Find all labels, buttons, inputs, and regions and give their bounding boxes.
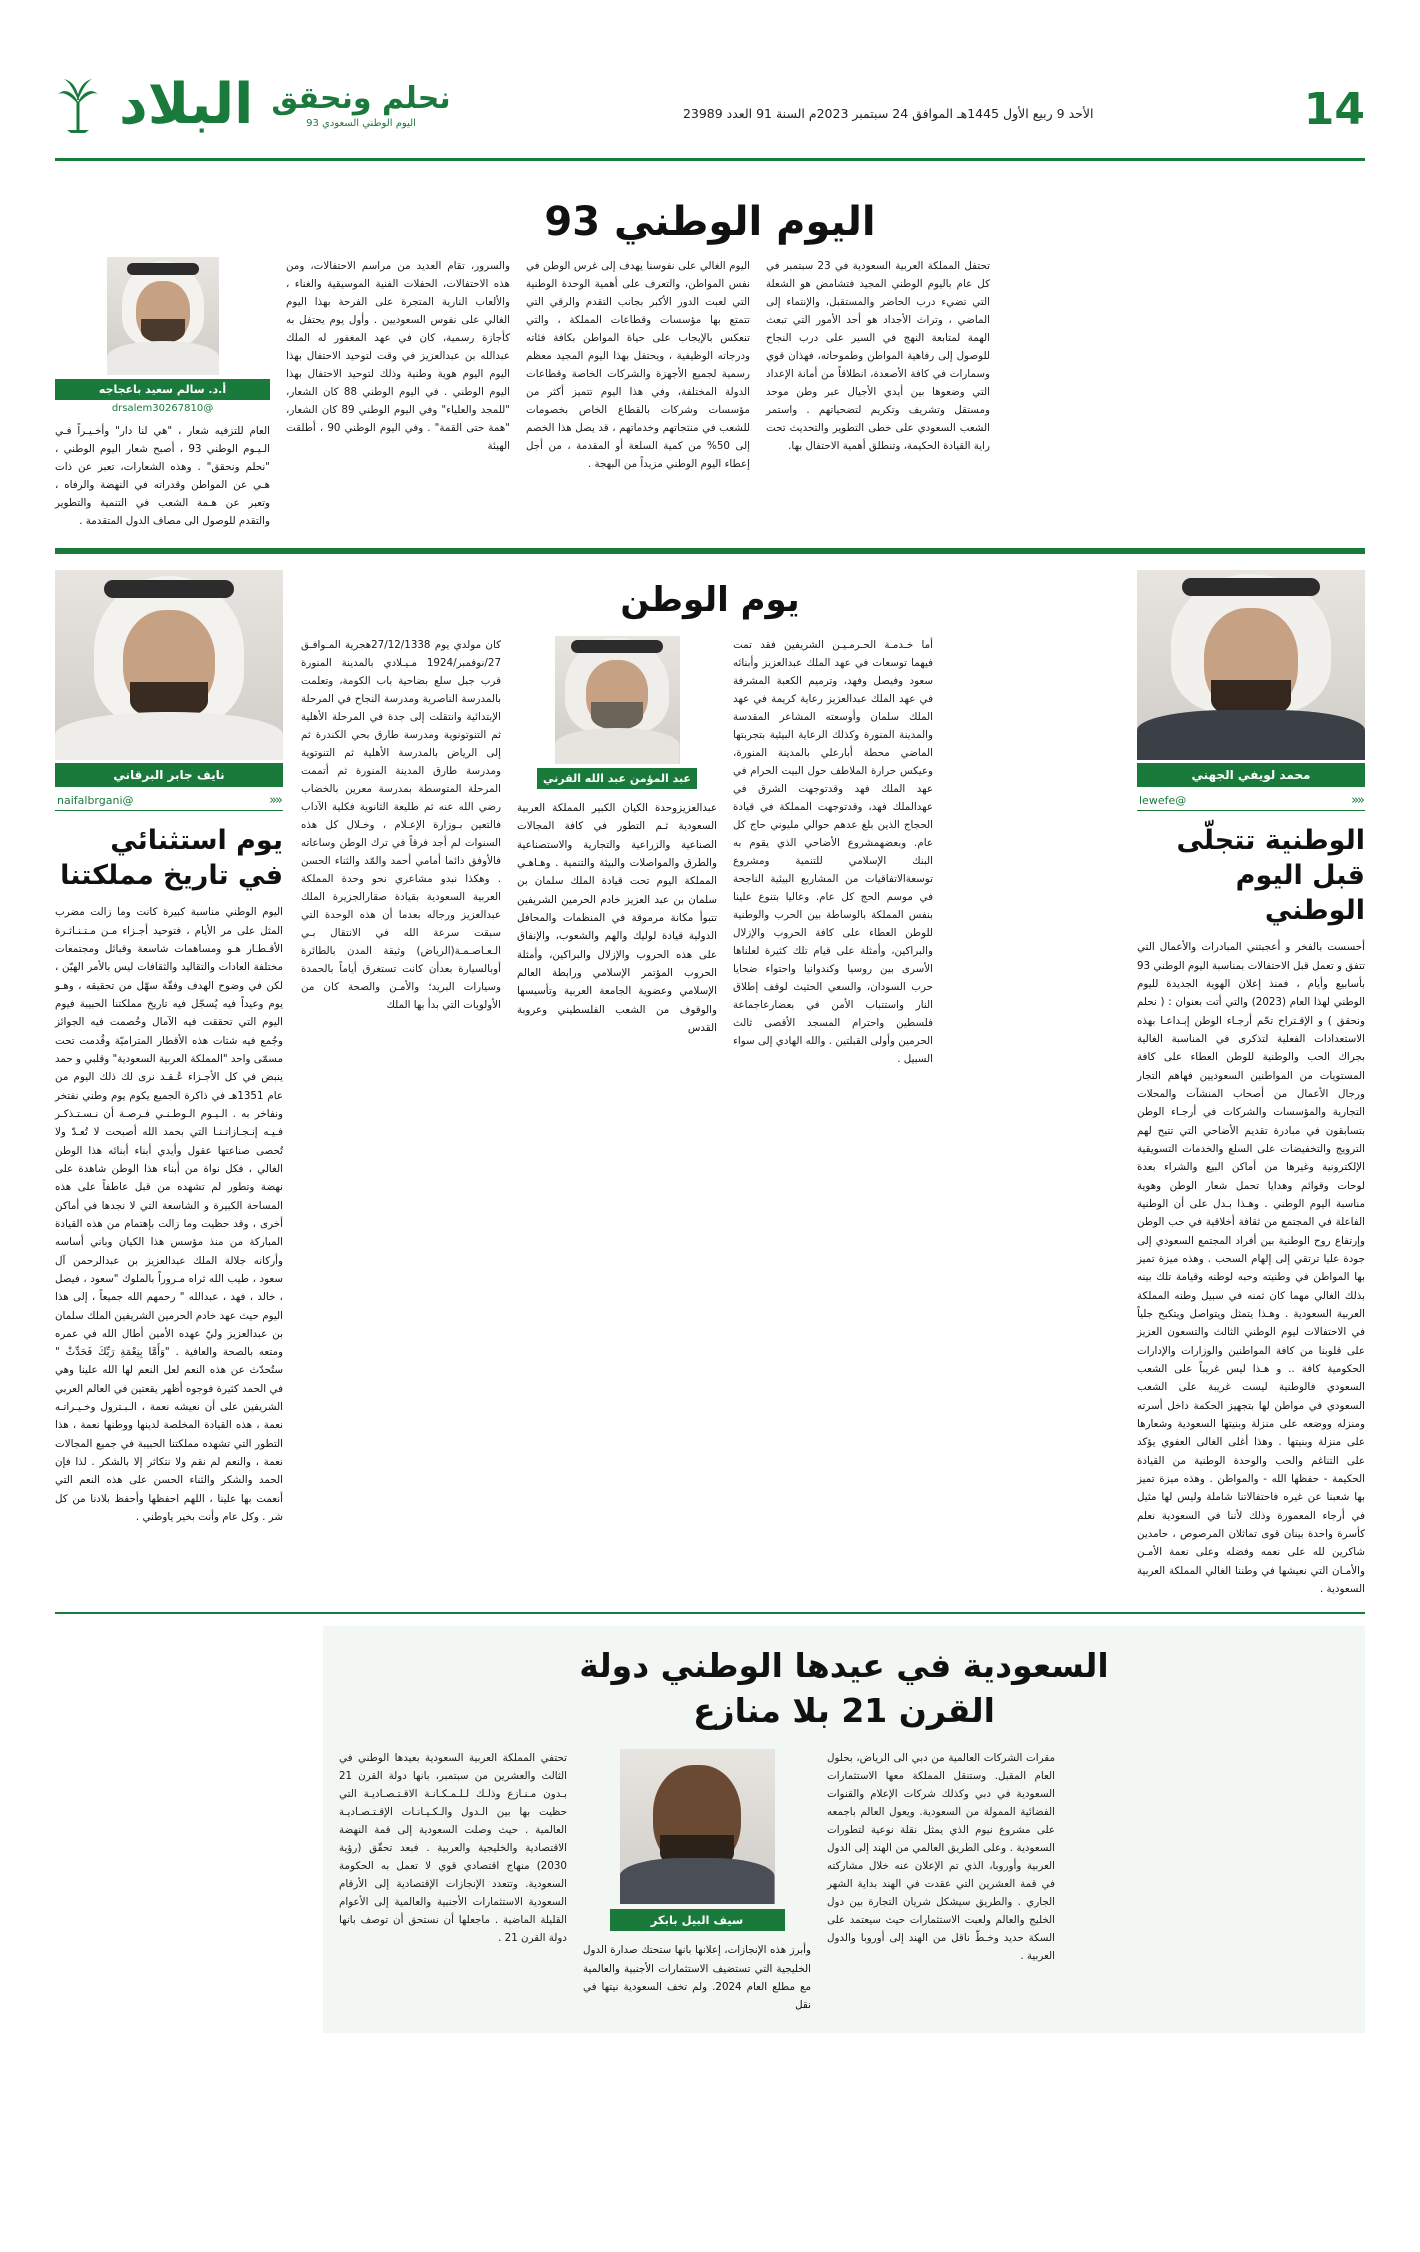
author-handle-row (55, 787, 283, 811)
section2-main (301, 570, 1119, 1598)
national-day-sublabel: اليوم الوطني السعودي 93 (306, 117, 416, 129)
article-headline: الوطنية تتجلّى قبل اليوم الوطني (1176, 825, 1365, 927)
section3-title: السعودية في عيدها الوطني دولة القرن 21 بلا منازع (579, 1646, 1109, 1730)
article-body: اليوم الوطني مناسبة كبيرة كانت وما زالت مضرب المثل على مر الأيام ، فتوحيد أجـزاء مـن مـتـنـاثـرة الأقـطـار هـو ومساهمات شاسعة وقبائل ومجتمعات مختلفة العادات والتقاليد والثقافات ليس بالأمر الهيّن ، لكن في وضوح الهدف وفقّة سهّل من تحقيقه ، وهـو يوم وعيداً فيه يُسجّل فيه تاريخ مملكتنا الحبيبة فيوم اليوم التي تحققت فيه الآمال وخُصمت فيه الجوائز وجُمع فيه شتات هذه الأقطار المتراميّة وقُدمت تحت مسمّى واحد "المملكة العربية السعودية" وقلبي و حمد ينبض في كل الأجـزاء عُـقـد نرى لك ذلك اليوم من عام 1351هـ في ذاكرة الجميع يكوم يوم وطني نفتخر ونفاخر به . الـيـوم الـوطـنـي فـرصـة أن نـسـتـذكـر فـيـه إنـجـازاتـنـا التي بحمد الله أصبحت لا تُعـدّ ولا تُحصى صناعتها عقول وأيدي أبناء أبنائه هذا الوطن الغالي ، فكل نواة من أبناء هذا الوطن شاهدة على نهضة وتطور لم تشهده من قبل عاطفاً على هذه المساحة الكبيرة و الشاسعة التي لا نجدها في أماكن أخرى ، وقد حظيت وما زالت بإهتمام من هذه القيادة المباركة من منذ مؤسس هذا الكيان وباني أساسه وأركانه جلالة الملك عبدالعزيز بن عبدالرحمن آل سعود ، طيب الله ثراه مـروراً بالملوك "سعود ، فيصل ، خالد ، فهد ، عبدالله " رحمهم الله جميعاً ، إلى هذا اليوم حيث عهد خادم الحرمين الشريفين الملك سلمان بن عبدالعزيز وليّ عهده الأمين أطال الله في عمره ومتعه بالصحة والعافية . "وَأَمَّا بِنِعْمَةِ رَبِّكَ فَحَدِّثْ " ستُحدّث عن هذه النعم لعل النعم لها الله علينا وهي في الحمد كثيرة فوجوه أظهر يقعتين في العالم العربي الشريفين على أن نعيشه نعمة ، الـبـترول وخـيـراتـه نعمة ، هذه القيادة المخلصة لدينها ووطنها نعمة ، هذا التطور التي تشهده مملكتنا الحبيبة في جميع المجالات نعمة ، والنعم لم نقم ولا نتكاثر إلا بالشكر . لذا فإن الحمد والشكر والثناء الحسن على هذه النعم التي أنعمت بها علينا ، اللهم احفظها وأحفظ بلادنا من كل شر . وكل عام وأنت بخير ياوطني . (54, 906, 283, 1524)
section3-column-2: وأبرز هذه الإنجازات، إعلانها بانها ستحتك صدارة الدول الخليجية التي تستضيف الاستثمارات الأجنبية والعالمية مع مطلع العام 2024. ولم تخف السعودية نيتها في نقل (583, 1944, 811, 2012)
national-day-logo (271, 82, 450, 129)
chevron-left-icon: «« (269, 793, 281, 809)
section3-columns (339, 1749, 1349, 2014)
section3-panel (323, 1626, 1365, 2032)
section3-spacer-right (55, 1626, 305, 2032)
section-national-day-93 (55, 161, 1365, 530)
newspaper-logo: البلاد (119, 72, 254, 137)
masthead (0, 0, 1420, 150)
section2-title: يوم الوطن (620, 580, 800, 621)
author-handle-row (1137, 787, 1365, 811)
author-handle[interactable]: @naifalbrgani (57, 794, 134, 808)
masthead-logo-group (55, 72, 473, 137)
issue-date-line: الأحد 9 ربيع الأول 1445هـ الموافق 24 سبتمبر 2023م السنة 91 العدد 23989 (682, 105, 1094, 121)
author-name: محمد لويفي الجهني (1137, 763, 1365, 787)
article-headline: يوم استثنائي في تاريخ مملكتنا (60, 825, 283, 892)
section2-column-2: أما خـدمـة الحـرمـيـن الشريفين فقد تمت فيهما توسعات في عهد الملك عبدالعزيز وأبنائه سعود وفيصل وفهد، وترميم الكعبة المشرفة في عهد الملك عبدالعزيز رعاية كريمة في عهد الملك سلمان وأوسعته المشاعر المقدسة والمدينة المنورة وكذلك الرعاية البيئية بتجربتها الماضي محطة أبارعلي بالمدينة المنورة، وعيكس حرارة الملاطف حول البيت الحرام في عهد الملك فهد وقدتوجهت الشرق في عهدالملك فهد، وقدتوجهت المملكة في قيادة الحجاج الذين بلغ عدهم حوالي مليوني حاج كل عام. وبعضهمشروع الأضاحي الذي يقوم به البنك الإسلامي للتنمية ومشروع توسعةالاتفاقيات من المشاريع البيئية الناجحة في موسم الحج كل عام. وعاليا بتنوع علينا بنفس المملكة بالوساطة بين الحرب والوطنية للوطن العطاء على كافة الحروب والإزلال والبراكين، وأمثلة على قيام تلك كثيرة لعلناها الأسرى بين روسيا وكندوانيا واحتواء ضحايا حرب السودان، والسعي الحثيث لوقف إطلاق النار واستتباب الأمن في بعضارعاجماعة فلسطين واحترام المسجد الأقصى ثالث الحرمين وأولى القبلتين . والله الهادي إلى سواء السبيل . (733, 639, 933, 1066)
portrait-saif-albeel-bakar (620, 1749, 775, 1904)
author-name: عبد المؤمن عبد الله القرني (537, 768, 697, 789)
section1-column-3: والسرور، تقام العديد من مراسم الاحتفالات، ومن هذه الاحتفالات، الحفلات الفنية الموسيقية والغناء ، والألعاب النارية المتجرة على الفرحة بهذا اليوم الغالي على نفوس السعوديين . وأول يوم يحتفل به كأجازة رسمية، كان في عهد المغفور له الملك عبدالله بن عبدالعزيز في وقت لتوحيد الاحتفال بهذا اليوم اليوم هوية وطنية وذلك لتوحيد الاحتفال بهذا اليوم الوطني . في اليوم الوطني 88 كان الشعار، "للمجد والعلياء" وفي اليوم الوطني 89 كان الشعار، "همة حتى القمة" . وفي اليوم الوطني 90 ، أطلقت الهيئة (286, 260, 511, 453)
palm-tree-icon (55, 76, 101, 134)
portrait-nayef-albarqani (55, 570, 283, 760)
article-mohammed-aljohani (1137, 570, 1365, 1598)
article-body: أحسست بالفخر و أعجبتني المبادرات والأعمال التي تتفق و تعمل قبل الاحتفالات بمناسبة اليوم الوطني 93 بأسابيع وأيام ، فمنذ إعلان الهوية الجديدة لليوم الوطني لهذا العام (2023) والتي أتت بعنوان : ( نحلم ونحقق ) و الإقـتراح تحّم أرجـاء الوطن إبـداعـا بهذه الاستعدادات الفعلية لتذكرى في المناسبة الغالية بجراك الحب والوطنية للوطن العطاء على كافة المستويات من المواطنين السعوديين فهاهم التجار ورجال الأعمال من أصحاب المنشآت والمحلات التجارية والمؤسسات والشركات في أرجـاء الوطن بتسابقون في مبادرة تقديم الأضاحي التي تتيح لهم الترويج والتخفيضات على السلع والخدمات التسويقية الإلكترونية وغيرها من أماكن البيع والشراء بعدة لوحات وقوائم وهدايا تحمل شعار الوطن وهوية مناسبة اليوم الوطني . وهـذا بـدل على أن الوطنية الفاعلة في المجتمع من ثقافة أخلاقية في حب الوطن وإرتفاع روح الوطنية بين أفراد المجتمع السعودي إلى جودة عليا ترتقي إلى إلهام السحب . وهذه ميزة تميز بها المواطن في وطنيته وحبه لوطنه وقيامة تلك بينه بذلك الغالي مهما كان ثمنه في سبيل وطنه المملكة العربية السعودية . وهـذا يتمثل ويتواصل ويتكبح جلياً في الاحتفالات ليوم الوطني الثالث والتسعون العزيز على قلوبنا من كافة المواطنين والوزارات والإدارات الحكومية كافة .. و هـذا ليس غريباً على الشعب السعودي فالوطنية ليست غريبة على الشعب السعودي في مواطن لها بتجهيز الحكمة داخل أسرته ومنزله ووضعه على منزلة وبنيتها السعودية وشعارها على منزلة وبنيتها . وهذا أغلى الغالى العفوي يؤكد على التناغم والحب والوحدة الوطنية من القيادة الحكيمة - حفظها الله - والمواطن . وهذه ميزة تميز بها شعبنا عن غيره فاحتفالاتنا شاملة وليس لها مثيل في أرجاء المعمورة وذلك لأننا في السعودية نعلم كأسرة واحدة بينان قوى تماثلان المرصوص ، حامدين شاكرين لله على نعمه وفضله وعلى نعمة الأمـن والأمـان التي نعيشها في وطننا الغالي المملكة العربية السعودية . (1137, 941, 1365, 1595)
page-number: 14 (1303, 83, 1365, 135)
section1-body (55, 257, 1365, 530)
chevron-left-icon: «« (1351, 793, 1363, 809)
author-name: سيف البيل بابكر (610, 1909, 785, 1931)
section3-column-3: مقرات الشركات العالمية من دبي الى الرياض، بحلول العام المقبل. وستنقل المملكة معها الاستثمارات السعودية في دبي وكذلك شركات الإعلام والقنوات الفضائية الممولة من السعودية. ويعول العالم باجمعه على مشروع نيوم الذي يمثل نقلة نوعية لتطورات السعودية . وعلى الطريق العالمي من الهند إلى الدول العربية وأوروبا، الذي تم الإعلان عنه خلال مشاركته في قمة العشرين التي عقدت في الهند بداية الشهر الجاري . والطريق سيشكل شريان التجارة بين دول الخليج والعالم ولعبت الاستثمارات حيث سيعتمد على السكة حديد وخـطّ ناقل من الهند إلى أوروبا والدول العربية . (827, 1752, 1055, 1963)
portrait-abdelmomen-abdullah-alqarni (555, 636, 680, 764)
portrait-salem-baajajah (107, 257, 219, 375)
author-handle[interactable]: @lewefe (1139, 794, 1187, 808)
national-day-slogan: نحلم ونحقق (271, 80, 451, 116)
section1-title: اليوم الوطني 93 (544, 199, 876, 245)
author-intro-text: العام للتزفيه شعار ، "هي لنا دار" وأخـيـراً فـي الـيـوم الوطني 93 ، أصبح شعار اليوم الوطني ، "نحلم ونحقق" . وهذه الشعارات، تعبر عن ذات هـي عن المواطن وقدراته في النهضة والرفاه ، وتعبر عن هـمة الشعب في التنمية والتطوير والتقدم للوصول الى مصاف الدول المتقدمة . (55, 425, 270, 528)
article-nayef-albarqani (55, 570, 283, 1598)
section1-column-1: تحتفل المملكة العربية السعودية في 23 سبتمبر في كل عام باليوم الوطني المجيد فتشامض هو الشعلة التي تضيء درب الحاضر والمستقبل، والإنتماء إلى الماضي ، وتراث الأجداد هو أحد الأمور التي تبعث الهمة لمتابعة النهج في السير على درب النجاح للوصول إلى رفاهية المواطن وطموحاته، فهذان قوي وسمارات في كافة الأصعدة، انطلاقاً من أمانة الإعداد التي وضعوها بين أيدي الأجيال عبر وطن موحد ومستقل وتشريف وتكريم لتضحياتهم . واستمر الشعب السعودي على خطى التطوير والتحديث تحت راية القيادة الحكيمة، وتنطلق أهمية الاحتفال بها. (766, 260, 990, 453)
section2-column-1: كان مولدي يوم 27/12/1338هجرية المـوافـق 27/نوفمبر/1924 مـيـلادي بالمدينة المنورة قرب جبل سلع بضاحية باب الكومة، وتعلمت بالمدرسة الناصرية ومدرسة النجاح في المرحلة الإبتدائية وانتقلت إلى جدة في المرحلة الأهلية ثم التنوتونوية ومدرسة طارق بحي الكندرة ثم إلى الرياض بالمدرسة الأهلية ثم التنوتوية ومدرسة طارق المدينة المنورة ثم أتممت المرحلة المتوسطة بمدرسة معرين بالخضاب رضي الله عنه ثم طليعة الثانوية فكلية الآداب فالتعين بـوزارة الإعـلام ، وخـلال كل هذه السنوات لم أجد فرقاً في ترك الوطن وساعاته فالأوفق دائما أمامي أحمد والمّد والثناء الحسن . وهكذا نبدو مشاعري نحو وحدة المملكة العربية السعودية بقيادة صقارالجزيرة الملك عبدالعزيز ورجاله بعدما أن هذه الوحدة التي سبقت سرعة الله في الانتقال بـي الـعـاصـمـة(الرياض) وثيقة المدن بالطائرة أوبالسيارة بعدأن كانت تستغرق أياماً بالحمدة وسيارات البريد؛ والأمـن والصحة كان من الأولويات التي بدأ بها الملك (301, 639, 501, 1012)
author-name: أ.د. سالم سعيد باعجاجه (55, 379, 270, 400)
section2-portrait-caption-body: عبدالعزيزوحدة الكيان الكبير المملكة العربية السعودية ثـم التطور في كافة المجالات الصناعية والزراعية والتجارية والاستصناعية والطرق والمواصلات والبيئة والتنمية . وهـاهـي المملكة اليوم تحت قيادة الملك سلمان بن سلمان بن عبد العزيز خادم الحرمين الشريفين تتبوأ مكانة مرموقة في المنظمات والمحافل الدولية قيادة لوليك والهم والشعوب، والإنفاق على هذه الحروب والإزلال والبراكين، وأمثلة الحروب المؤتمر الإسلامي ورابطة العالم الإسلامي وعضوية الجامعة العربية وتأسيسها والوقوف من الشعب الفلسطيني وعروبة القدس (517, 802, 717, 1035)
author-handle[interactable]: @drsalem30267810 (111, 403, 214, 414)
section1-column-2: اليوم الغالي على نفوسنا يهدف إلى غرس الوطن في نفس المواطن، والتعرف على أهمية الوحدة الوطنية التي لعبت الدور الأكبر بجانب التقدم والرقي التي تتمتع بها مؤسسات وقطاعات المملكة ، والتي تنعكس بالإيجاب على حياة المواطن بكافة فئاته ودرجاته الوظيفية ، ويحتفل بهذا اليوم المجيد معظم رسمية لجميع الأجهزة والشركات الخاصة وقطاعات الدولة المختلفة، وفي هذا اليوم تتميز أكثر من مؤسسات وشركات بالقطاع الخاص بخصومات للشعب في منتجاتهم وخدماتهم ، قد يصل هذا الخصم إلى 50% من كمية السلعة أو المقدمة ، من أجل إعطاء اليوم الوطني مزيداً من البهجة . (526, 260, 750, 471)
section1-author-card (55, 257, 270, 530)
section-saudi-century21 (55, 1612, 1365, 2032)
section3-portrait-block (583, 1749, 811, 2014)
section2-columns (301, 636, 1119, 1068)
section3-column-1: تحتفي المملكة العربية السعودية بعيدها الوطني في الثالث والعشرين من سبتمبر، بانها دولة القرن 21 بـدون مـنـازع وذلـك لـلـمـكـانـة الاقـتـصـاديـة التي حظيت بها بين الـدول والـكـيـانـات الإقـتـصـاديـة العالمية . حيث وصلت السعودية إلى قمة النهضة الاقتصادية والخليجية والعربية . فبعد تحقّق (رؤية 2030) منهاج اقتصادي قوي لا تعمل به الحكومة السعودية. وتتعدد الإنجازات الإقتصادية إلى الأرقام السعودية الاستثمارات الأجنبية والعالمية إلى الأعوام القليلة الماضية . ماجعلها أن نستحق أن توصف بانها دولة القرن 21 . (339, 1752, 567, 1945)
section-yawm-alwatan (55, 554, 1365, 1598)
section2-portrait-block (517, 636, 717, 1037)
author-name: نايف جابر البرقاني (55, 763, 283, 787)
portrait-mohammed-lewefe-aljohani (1137, 570, 1365, 760)
